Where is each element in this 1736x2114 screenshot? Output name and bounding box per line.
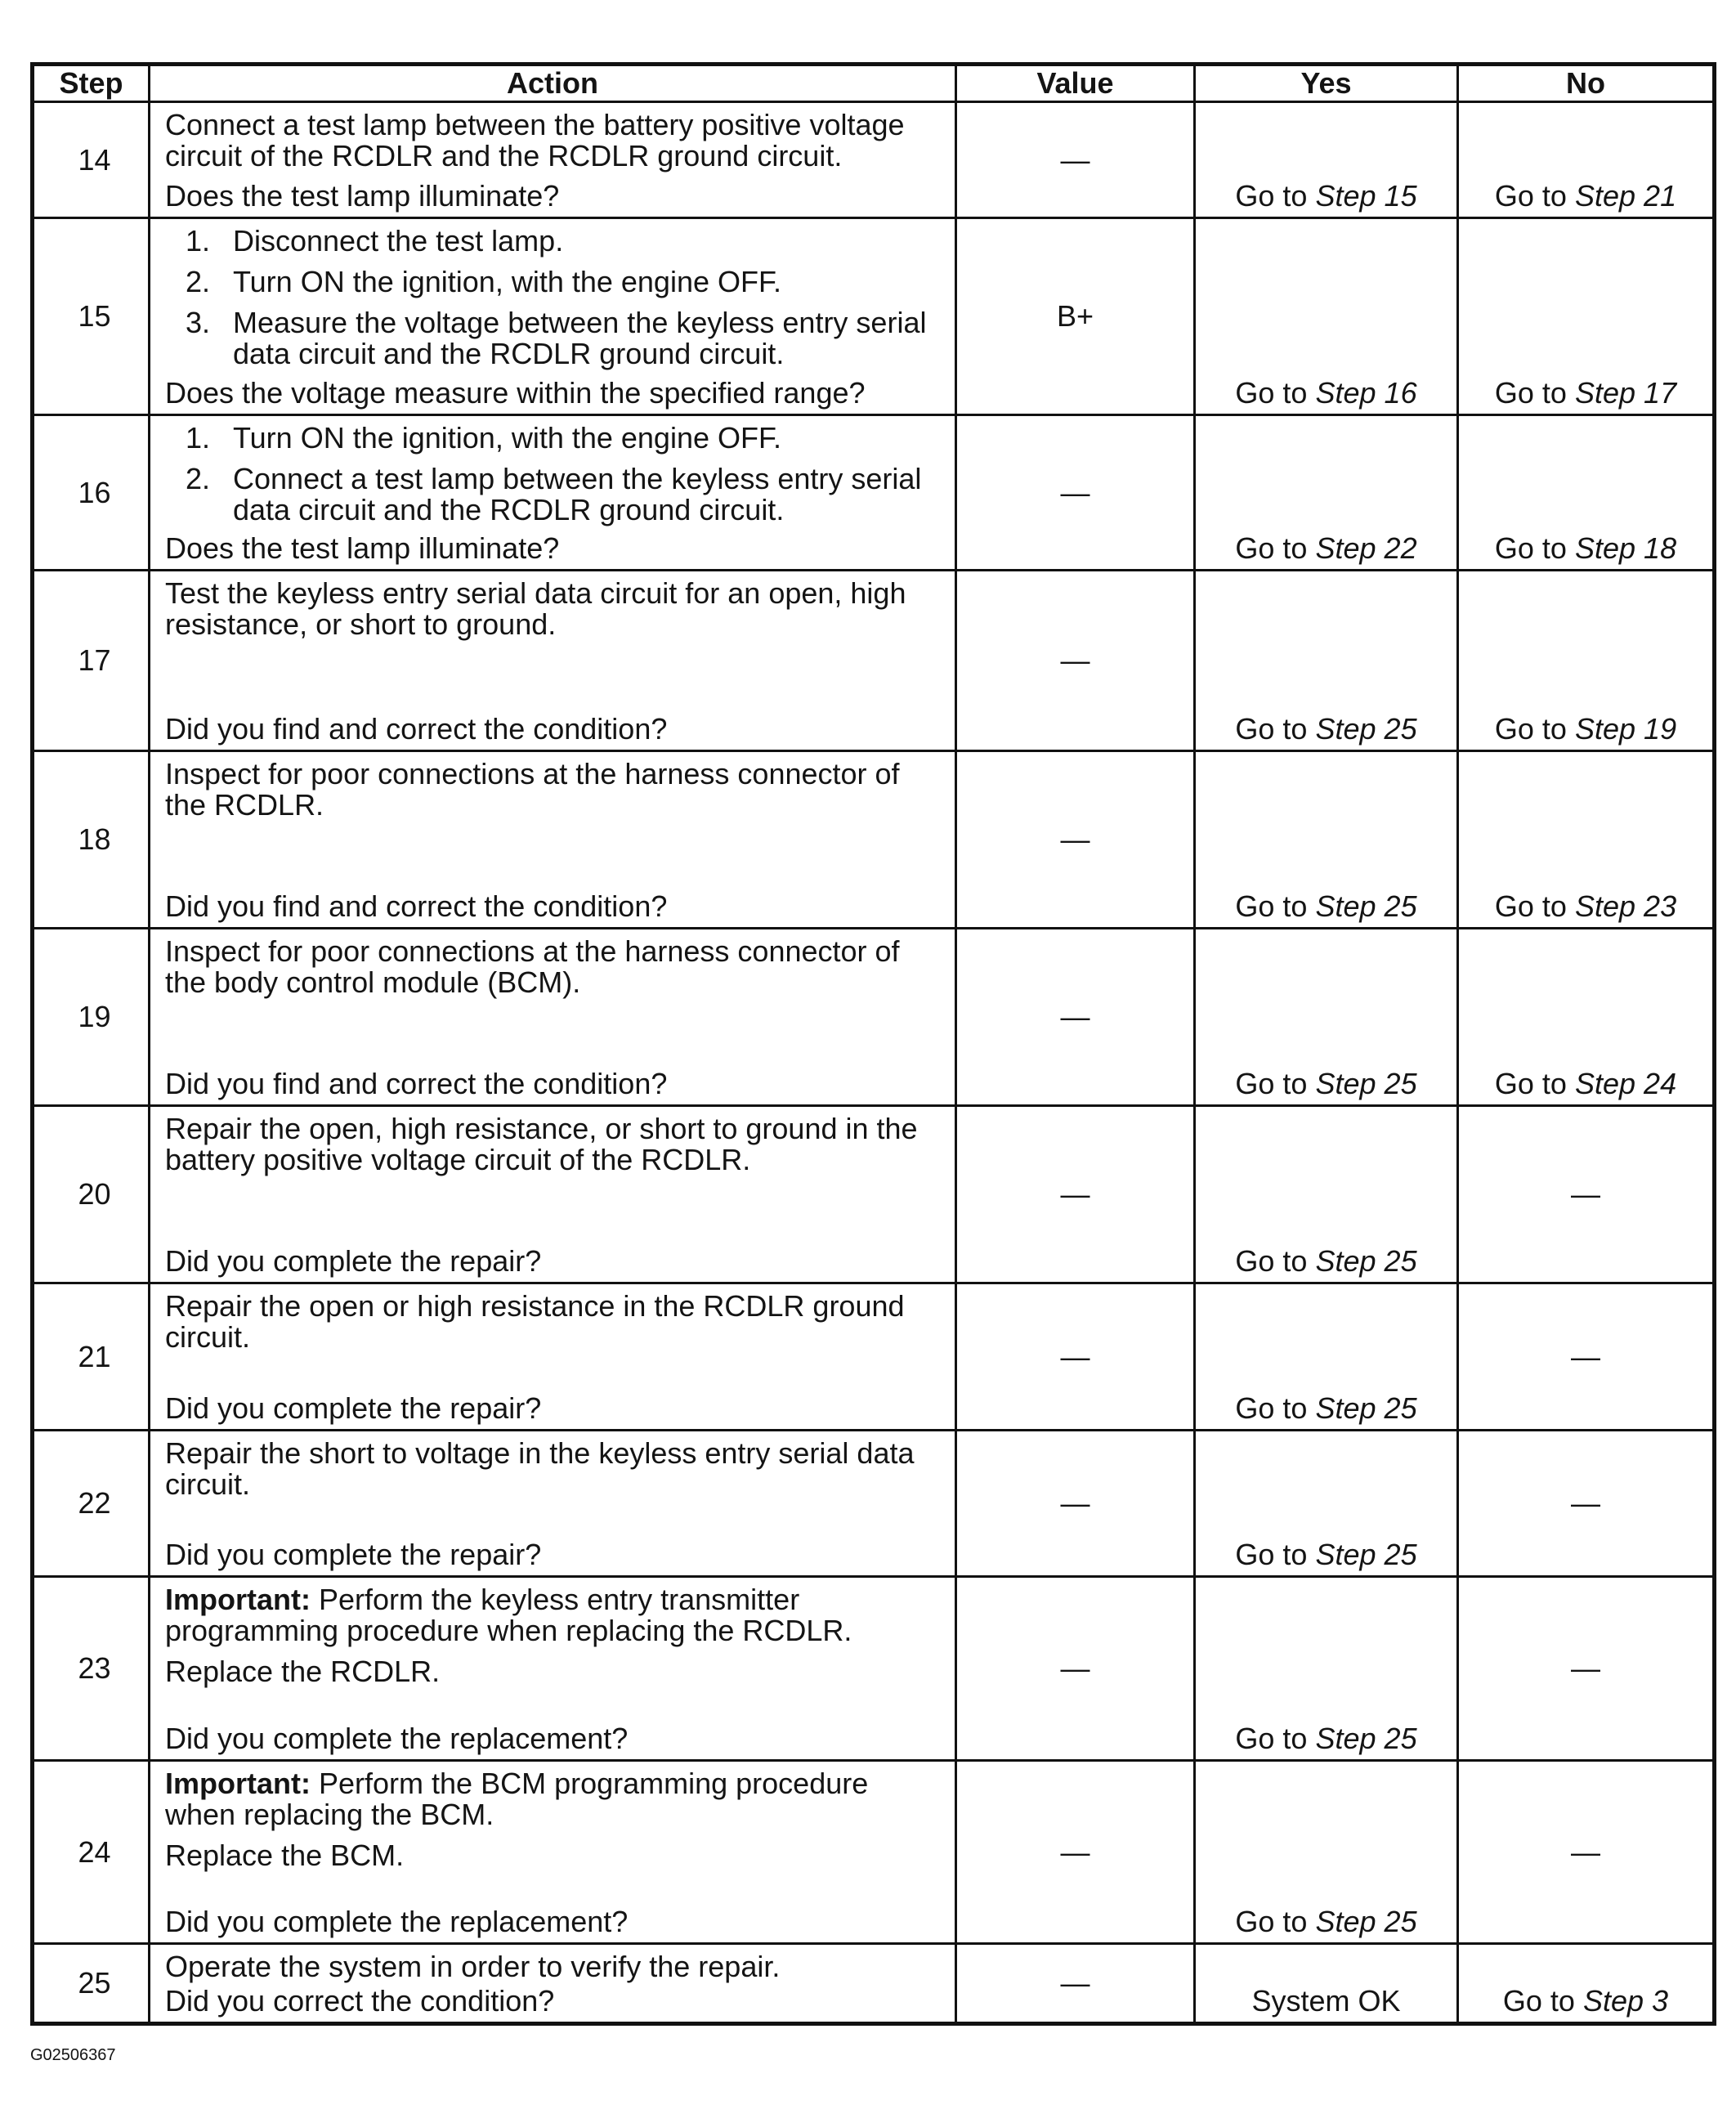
- go-to-label: Go to: [1494, 889, 1567, 923]
- yes-result: [1193, 416, 1456, 569]
- value-cell: B+: [955, 219, 1193, 414]
- header-step: Step: [59, 66, 123, 100]
- action-question: Did you find and correct the condition?: [165, 889, 668, 923]
- step-number: 19: [78, 1000, 111, 1033]
- table-row: [34, 1942, 1712, 2022]
- target-step: Step 3: [1582, 1984, 1669, 2018]
- value-cell: —: [955, 103, 1193, 217]
- action-cell: [148, 571, 955, 750]
- table-row: [34, 1104, 1712, 1282]
- action-text: Inspect for poor connections at the harness connector of the RCDLR.: [165, 757, 900, 822]
- action-text: Repair the short to voltage in the keyless entry serial data circuit.: [165, 1436, 915, 1501]
- action-cell: [148, 1762, 955, 1942]
- result-text: System OK: [1251, 1984, 1401, 2018]
- yes-result: [1193, 1284, 1456, 1429]
- action-cell: [148, 752, 955, 927]
- list-item: [165, 226, 945, 257]
- header-action: Action: [148, 66, 955, 101]
- value-cell: —: [955, 1431, 1193, 1575]
- list-item-number: 2.: [186, 462, 211, 495]
- target-step: Step 16: [1315, 376, 1417, 410]
- table-row: [34, 101, 1712, 217]
- yes-result: [1193, 219, 1456, 414]
- step-number: 16: [78, 475, 111, 509]
- important-text: Perform the keyless entry transmitter programming procedure when replacing the RCDLR.: [165, 1583, 852, 1647]
- target-step: Step 25: [1315, 1244, 1417, 1278]
- go-to-label: Go to: [1235, 1905, 1308, 1938]
- action-question: Did you find and correct the condition?: [165, 712, 668, 746]
- action-text: Replace the RCDLR.: [165, 1655, 441, 1688]
- list-item: [165, 266, 945, 298]
- important-text: Perform the BCM programming procedure when replacing the BCM.: [165, 1767, 869, 1831]
- no-result: [1456, 752, 1712, 927]
- action-question: Did you complete the repair?: [165, 1391, 542, 1425]
- target-step: Step 25: [1315, 1905, 1417, 1938]
- value-cell: —: [955, 1945, 1193, 2022]
- action-text: Repair the open, high resistance, or short to ground in the battery positive voltage circuit of the RCDLR.: [165, 1112, 918, 1176]
- table-row: [34, 927, 1712, 1104]
- target-step: Step 25: [1315, 1391, 1417, 1425]
- action-cell: [148, 1107, 955, 1282]
- target-step: Step 25: [1315, 889, 1417, 923]
- important-label: Important:: [165, 1583, 311, 1616]
- target-step: Step 24: [1574, 1067, 1677, 1100]
- value-cell: —: [955, 1762, 1193, 1942]
- step-number: 17: [78, 643, 111, 677]
- action-text: Replace the BCM.: [165, 1839, 405, 1872]
- go-to-label: Go to: [1494, 1067, 1567, 1100]
- list-item-number: 1.: [186, 421, 211, 455]
- no-result: [1456, 103, 1712, 217]
- action-cell: [148, 103, 955, 217]
- target-step: Step 18: [1574, 531, 1677, 565]
- no-result: —: [1456, 1578, 1712, 1759]
- step-number: 14: [78, 142, 111, 177]
- yes-result: [1193, 103, 1456, 217]
- value-cell: —: [955, 416, 1193, 569]
- action-text: Test the keyless entry serial data circuit for an open, high resistance, or short to ground.: [165, 576, 906, 641]
- action-question: Does the test lamp illuminate?: [165, 531, 560, 565]
- action-question: Does the voltage measure within the specified range?: [165, 376, 866, 410]
- value-cell: —: [955, 1107, 1193, 1282]
- go-to-label: Go to: [1235, 1067, 1308, 1100]
- action-text: Inspect for poor connections at the harness connector of the body control module (BCM).: [165, 934, 900, 999]
- step-number: 18: [78, 822, 111, 856]
- step-number: 15: [78, 299, 111, 333]
- no-result: —: [1456, 1431, 1712, 1575]
- yes-result: [1193, 1762, 1456, 1942]
- go-to-label: Go to: [1235, 179, 1308, 213]
- header-yes: Yes: [1193, 66, 1456, 101]
- important-note: [165, 1768, 945, 1830]
- no-result: —: [1456, 1762, 1712, 1942]
- target-step: Step 23: [1574, 889, 1677, 923]
- go-to-label: Go to: [1494, 179, 1567, 213]
- step-number: 22: [78, 1486, 111, 1520]
- action-cell: [148, 1431, 955, 1575]
- go-to-label: Go to: [1235, 889, 1308, 923]
- action-text: Connect a test lamp between the battery positive voltage circuit of the RCDLR and the RCDLR ground circuit.: [165, 108, 905, 172]
- action-question: Did you complete the replacement?: [165, 1905, 629, 1938]
- figure-id: G02506367: [30, 2046, 116, 2064]
- table-row: [34, 1429, 1712, 1575]
- no-result: [1456, 1945, 1712, 2022]
- action-question: Did you correct the condition?: [165, 1984, 555, 2018]
- yes-result: [1193, 1945, 1456, 2022]
- target-step: Step 19: [1574, 712, 1677, 746]
- table-row: [34, 750, 1712, 927]
- go-to-label: Go to: [1494, 376, 1567, 410]
- important-note: [165, 1584, 945, 1646]
- target-step: Step 25: [1315, 1722, 1417, 1755]
- header-value: Value: [955, 66, 1193, 101]
- list-item: [165, 464, 945, 526]
- yes-result: [1193, 1107, 1456, 1282]
- yes-result: [1193, 929, 1456, 1104]
- yes-result: [1193, 1431, 1456, 1575]
- action-text: Operate the system in order to verify the repair.: [165, 1950, 781, 1983]
- value-cell: —: [955, 929, 1193, 1104]
- target-step: Step 22: [1315, 531, 1417, 565]
- go-to-label: Go to: [1235, 376, 1308, 410]
- table-row: [34, 414, 1712, 569]
- important-label: Important:: [165, 1767, 311, 1800]
- go-to-label: Go to: [1235, 531, 1308, 565]
- go-to-label: Go to: [1235, 1391, 1308, 1425]
- target-step: Step 25: [1315, 712, 1417, 746]
- list-item-text: Connect a test lamp between the keyless entry serial data circuit and the RCDLR ground circuit.: [233, 462, 922, 526]
- go-to-label: Go to: [1502, 1984, 1575, 2018]
- list-item-text: Turn ON the ignition, with the engine OFF.: [233, 265, 781, 298]
- list-item-text: Disconnect the test lamp.: [233, 224, 564, 258]
- go-to-label: Go to: [1235, 712, 1308, 746]
- go-to-label: Go to: [1494, 712, 1567, 746]
- action-question: Did you complete the repair?: [165, 1538, 542, 1571]
- action-cell: [148, 1945, 955, 2022]
- action-cell: [148, 1578, 955, 1759]
- no-result: [1456, 219, 1712, 414]
- list-item-number: 3.: [186, 306, 211, 339]
- no-result: —: [1456, 1284, 1712, 1429]
- action-cell: [148, 219, 955, 414]
- no-result: [1456, 571, 1712, 750]
- no-result: —: [1456, 1107, 1712, 1282]
- target-step: Step 25: [1315, 1067, 1417, 1100]
- step-number: 24: [78, 1834, 111, 1869]
- table-row: [34, 569, 1712, 750]
- yes-result: [1193, 752, 1456, 927]
- list-item: [165, 423, 945, 454]
- table-row: [34, 217, 1712, 414]
- list-item: [165, 307, 945, 370]
- go-to-label: Go to: [1235, 1538, 1308, 1571]
- action-question: Did you find and correct the condition?: [165, 1067, 668, 1100]
- step-number: 21: [78, 1339, 111, 1373]
- yes-result: [1193, 571, 1456, 750]
- action-question: Does the test lamp illuminate?: [165, 179, 560, 213]
- step-number: 20: [78, 1177, 111, 1211]
- target-step: Step 21: [1574, 179, 1677, 213]
- table-row: [34, 1759, 1712, 1942]
- target-step: Step 15: [1315, 179, 1417, 213]
- list-item-number: 2.: [186, 265, 211, 298]
- target-step: Step 25: [1315, 1538, 1417, 1571]
- list-item-number: 1.: [186, 224, 211, 258]
- value-cell: —: [955, 1284, 1193, 1429]
- step-number: 25: [78, 1966, 111, 2000]
- action-question: Did you complete the replacement?: [165, 1722, 629, 1755]
- no-result: [1456, 929, 1712, 1104]
- value-cell: —: [955, 752, 1193, 927]
- yes-result: [1193, 1578, 1456, 1759]
- action-cell: [148, 1284, 955, 1429]
- value-cell: —: [955, 571, 1193, 750]
- table-row: [34, 1575, 1712, 1759]
- action-cell: [148, 416, 955, 569]
- table-row: [34, 1282, 1712, 1429]
- action-text: Repair the open or high resistance in the RCDLR ground circuit.: [165, 1289, 905, 1354]
- header-no: No: [1456, 66, 1712, 101]
- table-header: [34, 66, 1712, 101]
- go-to-label: Go to: [1235, 1722, 1308, 1755]
- step-number: 23: [78, 1651, 111, 1685]
- diagnostic-table: [30, 62, 1716, 2026]
- action-question: Did you complete the repair?: [165, 1244, 542, 1278]
- go-to-label: Go to: [1235, 1244, 1308, 1278]
- no-result: [1456, 416, 1712, 569]
- list-item-text: Measure the voltage between the keyless entry serial data circuit and the RCDLR ground circuit.: [233, 306, 927, 370]
- action-cell: [148, 929, 955, 1104]
- target-step: Step 17: [1574, 376, 1677, 410]
- go-to-label: Go to: [1494, 531, 1567, 565]
- list-item-text: Turn ON the ignition, with the engine OFF.: [233, 421, 781, 455]
- value-cell: —: [955, 1578, 1193, 1759]
